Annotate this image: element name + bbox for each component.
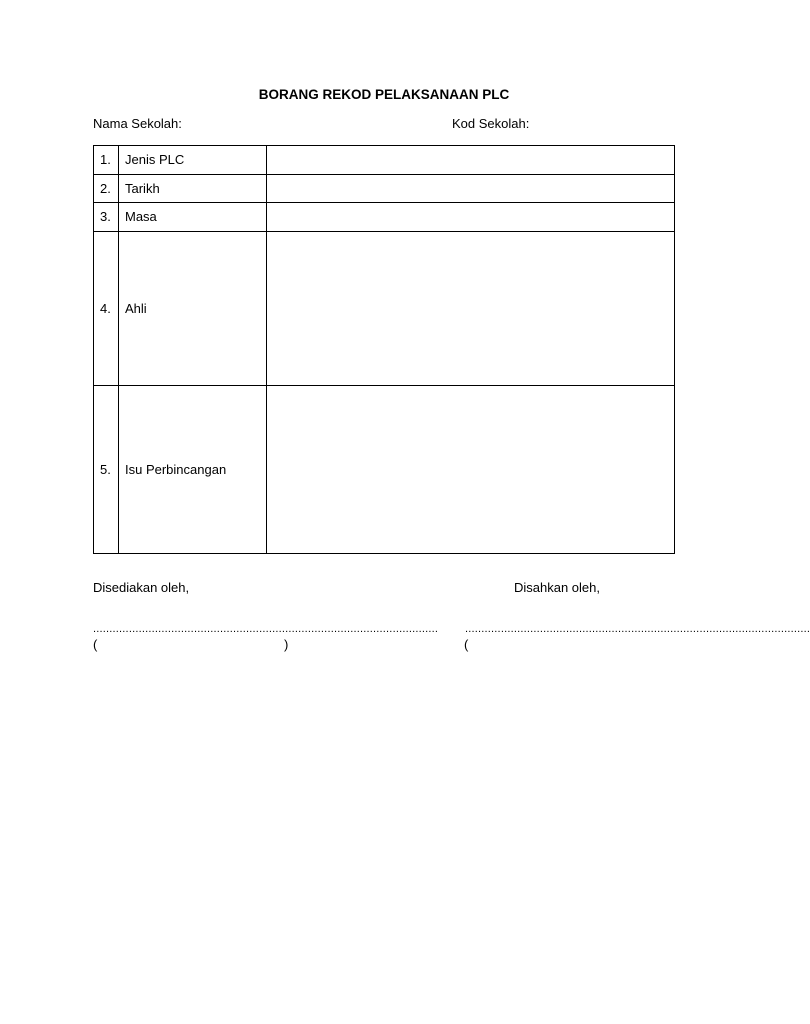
form-row-time <box>94 203 675 232</box>
row-number: 5. <box>94 385 119 553</box>
prepared-by-label: Disediakan oleh, <box>93 580 190 595</box>
form-row-date <box>94 174 675 203</box>
approved-by-label: Disahkan oleh, <box>514 580 600 595</box>
approved-by-signature-line[interactable]: .......................................................................................................... <box>465 623 810 635</box>
time-field[interactable] <box>267 203 675 232</box>
form-row-members <box>94 231 675 385</box>
row-label: Ahli <box>119 231 267 385</box>
prepared-by-signature-line[interactable]: .......................................................................................................... <box>93 623 439 635</box>
prepared-by-close-paren: ) <box>284 637 289 652</box>
row-number: 1. <box>94 146 119 175</box>
approved-by-open-paren: ( <box>464 637 469 652</box>
school-name-label: Nama Sekolah: <box>93 116 182 131</box>
row-label: Jenis PLC <box>119 146 267 175</box>
row-number: 4. <box>94 231 119 385</box>
record-form-table <box>93 145 675 554</box>
document-title: BORANG REKOD PELAKSANAAN PLC <box>258 87 510 102</box>
date-field[interactable] <box>267 174 675 203</box>
members-field[interactable] <box>267 231 675 385</box>
row-label: Masa <box>119 203 267 232</box>
row-label: Tarikh <box>119 174 267 203</box>
discussion-issues-field[interactable] <box>267 385 675 553</box>
form-row-plc-type <box>94 146 675 175</box>
school-code-label: Kod Sekolah: <box>452 116 530 131</box>
row-label: Isu Perbincangan <box>119 385 267 553</box>
plc-type-field[interactable] <box>267 146 675 175</box>
form-row-discussion-issues <box>94 385 675 553</box>
row-number: 2. <box>94 174 119 203</box>
prepared-by-open-paren: ( <box>93 637 98 652</box>
row-number: 3. <box>94 203 119 232</box>
